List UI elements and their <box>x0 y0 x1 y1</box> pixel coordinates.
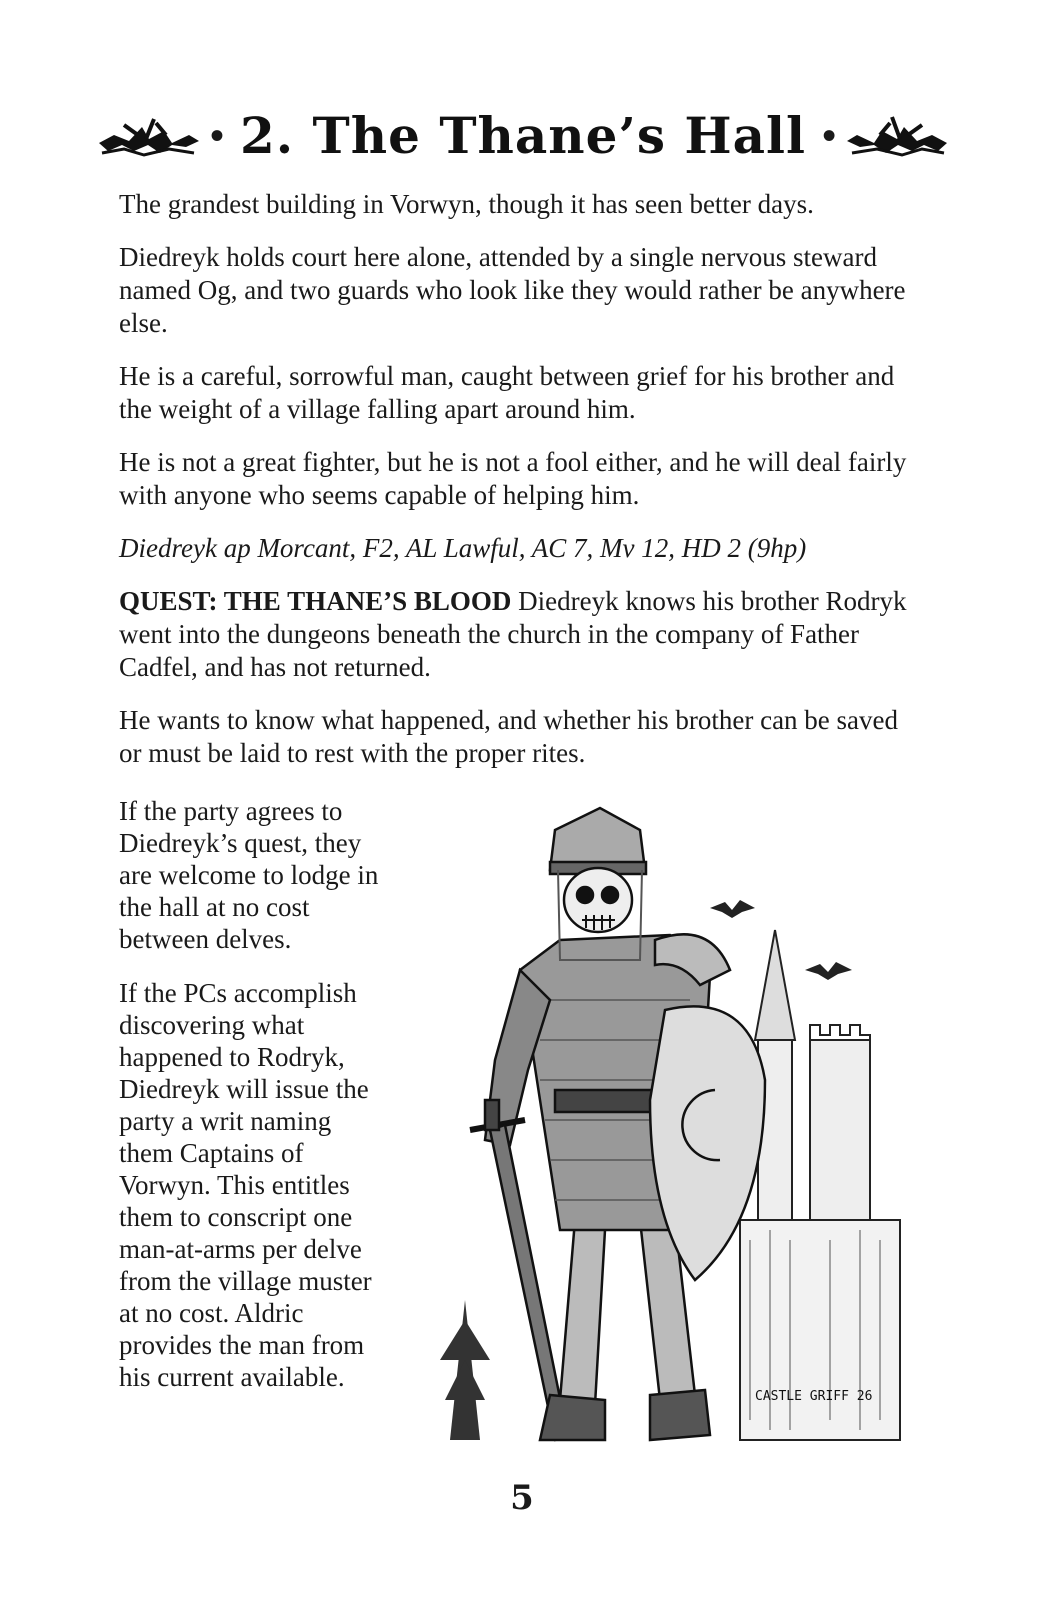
stat-block: Diedreyk ap Morcant, F2, AL Lawful, AC 7, Mv 12, HD 2 (9hp) <box>119 533 807 563</box>
quest-paragraph <box>119 585 909 684</box>
paragraph-intro: The grandest building in Vorwyn, though it has seen better days. <box>119 189 814 219</box>
side-paragraph-lodging: If the party agrees to Diedreyk’s quest, they are welcome to lodge in the hall at no cost between delves. <box>119 796 379 954</box>
quest-followup: He wants to know what happened, and whether his brother can be saved or must be laid to rest with the proper rites. <box>119 705 899 768</box>
side-paragraph-reward: If the PCs accomplish discovering what happened to Rodryk, Diedreyk will issue the party a writ naming them Captains of Vorwyn. This entitles them to conscript one man-at-arms per delve from the village muster at no cost. Aldric provides the man from his current available. <box>119 978 372 1392</box>
paragraph-character: He is a careful, sorrowful man, caught between grief for his brother and the weight of a village falling apart around him. <box>119 361 895 424</box>
page-number: 5 <box>510 1478 534 1518</box>
side-text <box>119 795 389 1415</box>
quest-text: Diedreyk knows his brother Rodryk went into the dungeons beneath the church in the company of Father Cadfel, and has not returned. <box>119 586 907 682</box>
section-title: 2. The Thane’s Hall <box>239 105 807 165</box>
artist-signature: CASTLE GRIFF 26 <box>755 1389 873 1404</box>
undead-knight-illustration <box>410 800 910 1450</box>
right-flourish-icon <box>842 105 952 165</box>
paragraph-fighter: He is not a great fighter, but he is not a fool either, and he will deal fairly with anyone who seems capable of helping him. <box>119 447 907 510</box>
header-bullet-left: • <box>209 112 224 158</box>
quest-title: QUEST: THE THANE’S BLOOD <box>119 586 512 616</box>
paragraph-court: Diedreyk holds court here alone, attended by a single nervous steward named Og, and two guards who look like they would rather be anywhere else. <box>119 242 906 338</box>
section-header <box>108 100 938 170</box>
main-text <box>119 188 909 790</box>
header-bullet-right: • <box>822 112 837 158</box>
left-flourish-icon <box>94 105 204 165</box>
